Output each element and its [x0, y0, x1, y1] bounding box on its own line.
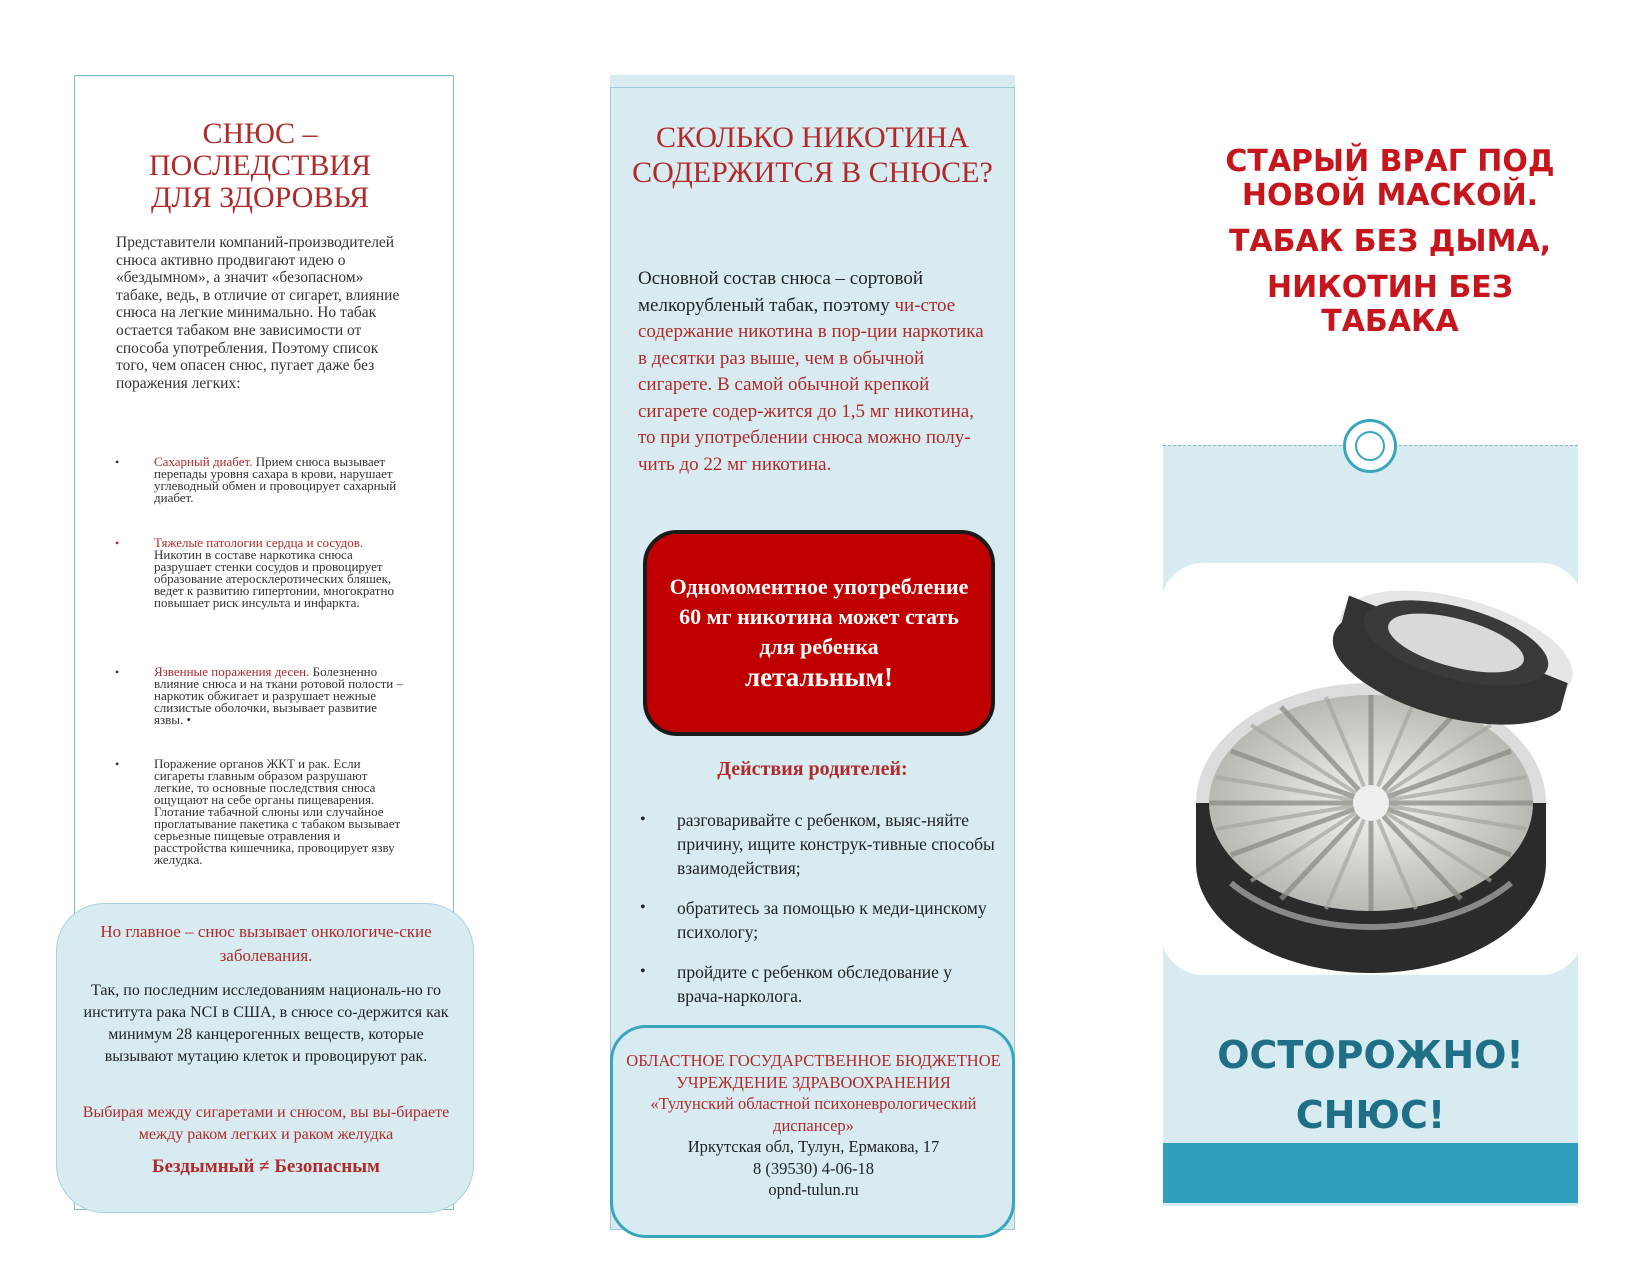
headline-line-1: СТАРЫЙ ВРАГ ПОД НОВОЙ МАСКОЙ.: [1225, 144, 1555, 213]
bullet-icon: •: [115, 757, 120, 771]
list-item-diabetes: [115, 454, 410, 516]
address: Иркутская обл, Тулун, Ермакова, 17: [687, 1137, 940, 1156]
panel-middle-top-strip: [610, 75, 1015, 87]
action-item: [640, 808, 995, 883]
bullet-icon: •: [115, 536, 120, 550]
cancer-choice-text: Выбирая между сигаретами и снюсом, вы вы-бираете между раком легких и раком желудка: [82, 1104, 450, 1143]
phone: 8 (39530) 4-06-18: [753, 1158, 874, 1178]
warning-line-1: ОСТОРОЖНО!: [1217, 1033, 1524, 1077]
panel2-body: [638, 266, 994, 478]
body-red-text: чи-стое содержание никотина в пор-ции наркотика в десятки раз выше, чем в обычной сигарете. В самой обычной крепкой сигарете содер-жится до 1,5 мг никотина, то при употреблении снюса можно полу-чить до 22 мг никотина.: [638, 294, 984, 475]
bullet-icon: •: [640, 899, 646, 916]
parents-actions-title: Действия родителей:: [717, 758, 908, 780]
lethal-dose-alert: [643, 530, 995, 736]
snus-tin-illustration: [1161, 563, 1583, 975]
headline-line-2: ТАБАК БЕЗ ДЫМА,: [1228, 224, 1552, 259]
panel2-title: СКОЛЬКО НИКОТИНА СОДЕРЖИТСЯ В СНЮСЕ?: [632, 121, 993, 189]
list-item-gi: [115, 756, 410, 888]
alert-text: Одномоментное употребление 60 мг никотина может стать для ребенка: [669, 574, 969, 659]
item-text: Никотин в составе наркотика снюса разрушает стенки сосудов и провоцирует образование атеросклеротических бляшек, ведет к развитию гипертонии, многократно повышает риск инсульта и инфаркта.: [154, 547, 394, 610]
bullet-icon: •: [115, 665, 120, 679]
alert-emphasis: летальным!: [745, 662, 893, 692]
panel1-intro: Представители компаний-производителей снюса активно продвигают идею о «бездымном», а значит «безопасном» табаке, ведь, в отличие от сигарет, влияние снюса на легкие минимально. Но табак остается табаком вне зависимости от способа употребления. Поэтому список того, чем опасен снюс, пугает даже без поражения легких:: [116, 234, 400, 392]
warning-line-2: СНЮС!: [1295, 1093, 1446, 1137]
bullet-icon: •: [115, 455, 120, 469]
body-plain-text: Основной состав снюса – сортовой мелкорубленый табак, поэтому: [638, 268, 924, 316]
bullet-icon: •: [640, 811, 646, 828]
cover-headline: [1195, 145, 1585, 339]
list-item-gums: [115, 664, 410, 736]
item-heading: Сахарный диабет.: [154, 454, 253, 469]
list-item-heart: [115, 535, 410, 647]
item-text: Прием снюса вызывает перепады уровня сахара в крови, нарушает углеводный обмен и провоцирует сахарный диабет.: [154, 454, 397, 505]
headline-line-3: НИКОТИН БЕЗ ТАБАКА: [1266, 270, 1514, 339]
slogan: Бездымный ≠ Безопасным: [152, 1156, 380, 1177]
tag-hole-inner: [1355, 431, 1385, 461]
item-heading: Язвенные поражения десен.: [154, 664, 310, 679]
cover-bottom-bar: [1163, 1143, 1578, 1203]
org-name: ОБЛАСТНОЕ ГОСУДАРСТВЕННОЕ БЮДЖЕТНОЕ УЧРЕЖДЕНИЕ ЗДРАВООХРАНЕНИЯ: [626, 1051, 1001, 1092]
action-text: разговаривайте с ребенком, выяс-няйте причину, ищите конструк-тивные способы взаимодействия;: [677, 810, 995, 878]
action-text: пройдите с ребенком обследование у врача-нарколога.: [677, 962, 953, 1006]
clinic-name: «Тулунский областной психоневрологический диспансер»: [650, 1094, 977, 1135]
snus-tin-photo: [1161, 563, 1583, 975]
item-text: Болезненно влияние снюса и на ткани ротовой полости – наркотик обжигает и разрушает нежные слизистые оболочки, вызывает развитие язвы. •: [154, 664, 403, 727]
website: opnd-tulun.ru: [768, 1180, 859, 1199]
bullet-icon: •: [640, 963, 646, 980]
warning-text: [1163, 1025, 1578, 1145]
cancer-body-text: Так, по последним исследованиям националь-но го института рака NCI в США, в снюсе со-держится как минимум 28 канцерогенных веществ, которые вызывают мутацию клеток и провоцируют рак.: [83, 982, 449, 1065]
action-item: [640, 960, 995, 1010]
item-text: Поражение органов ЖКТ и рак. Если сигареты главным образом разрушают легкие, то основные последствия снюса ощущают на себе органы пищеварения. Глотание табачной слюны или случайное проглатывание пакетика с табаком вызывает серьезные пищевые отравления и расстройства кишечника, провоцирует язву желудка.: [154, 756, 401, 867]
contact-box: [610, 1025, 1015, 1238]
action-text: обратитесь за помощью к меди-цинскому психологу;: [677, 898, 987, 942]
cancer-info-box: [56, 903, 474, 1213]
item-heading: Тяжелые патологии сердца и сосудов.: [154, 535, 364, 550]
panel1-title: СНЮС – ПОСЛЕДСТВИЯ ДЛЯ ЗДОРОВЬЯ: [148, 117, 372, 214]
cancer-main-text: Но главное – снюс вызывает онкологиче-ские заболевания.: [100, 922, 432, 965]
action-item: [640, 896, 995, 946]
